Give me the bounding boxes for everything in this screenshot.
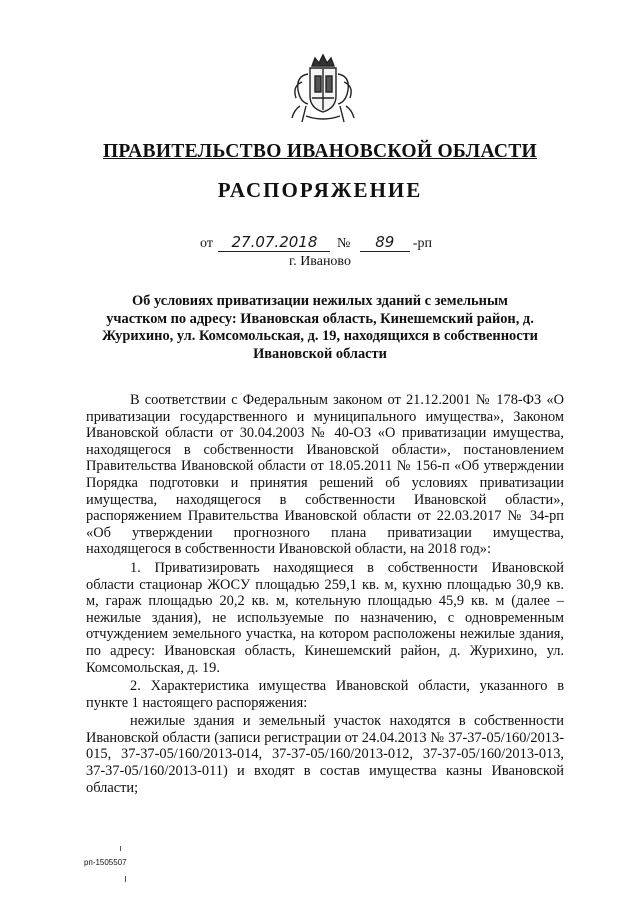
margin-mark: [120, 846, 121, 851]
number-suffix: -рп: [412, 236, 432, 251]
document-body: [86, 392, 564, 798]
clause-paragraph: 2. Характеристика имущества Ивановской области, указанного в пункте 1 настоящего распоряжения:: [86, 678, 564, 711]
preamble-paragraph: В соответствии с Федеральным законом от 21.12.2001 № 178-ФЗ «О приватизации государственного и муниципального имущества», Законом Ивановской области от 30.04.2003 № 40-ОЗ «О приватизации имущества, находящегося в собственности Ивановской области», постановлением Правительства Ивановской области от 18.05.2011 № 156-п «Об утверждении Порядка подготовки и принятия решений об условиях приватизации имущества, находящегося в собственности Ивановской области», распоряжением Правительства Ивановской области от 22.03.2017 № 34-рп «Об утверждении прогнозного плана приватизации имущества, находящегося в собственности Ивановской области, на 2018 год»:: [86, 392, 564, 558]
handwritten-number: 89: [360, 233, 410, 252]
margin-mark: [125, 876, 126, 882]
document-title: Об условиях приватизации нежилых зданий с земельным участком по адресу: Ивановская область, Кинешемский район, д. Журихино, ул. Комсомольская, д. 19, находящихся в собственности Ивановской области: [102, 293, 538, 362]
number-prefix: №: [336, 236, 351, 251]
clause-paragraph: 1. Приватизировать находящиеся в собственности Ивановской области стационар ЖОСУ площадью 259,1 кв. м, кухню площадью 30,9 кв. м, гараж площадью 20,2 кв. м, котельную площадью 45,9 кв. м (далее – нежилые здания), не используемые по назначению, с одновременным отчуждением земельного участка, на котором расположены нежилые здания, по адресу: Ивановская область, Кинешемский район, д. Журихино, ул. Комсомольская, д. 19.: [86, 559, 564, 676]
date-prefix: от: [200, 236, 213, 251]
footer-code: рп-1505507: [84, 858, 127, 867]
city: г. Иваново: [289, 254, 351, 269]
government-name: ПРАВИТЕЛЬСТВО ИВАНОВСКОЙ ОБЛАСТИ: [102, 141, 538, 162]
handwritten-date: 27.07.2018: [218, 233, 330, 252]
coat-of-arms-icon: [288, 52, 358, 126]
document-type: РАСПОРЯЖЕНИЕ: [217, 178, 423, 202]
clause-paragraph: нежилые здания и земельный участок находятся в собственности Ивановской области (записи регистрации от 24.04.2013 № 37-37-05/160/2013-015, 37-37-05/160/2013-014, 37-37-05/160/2013-012, 37-37-05/160/2013-013, 37-37-05/160/2013-011) и входят в состав имущества казны Ивановской области;: [86, 713, 564, 796]
date-number-line: [200, 233, 432, 252]
